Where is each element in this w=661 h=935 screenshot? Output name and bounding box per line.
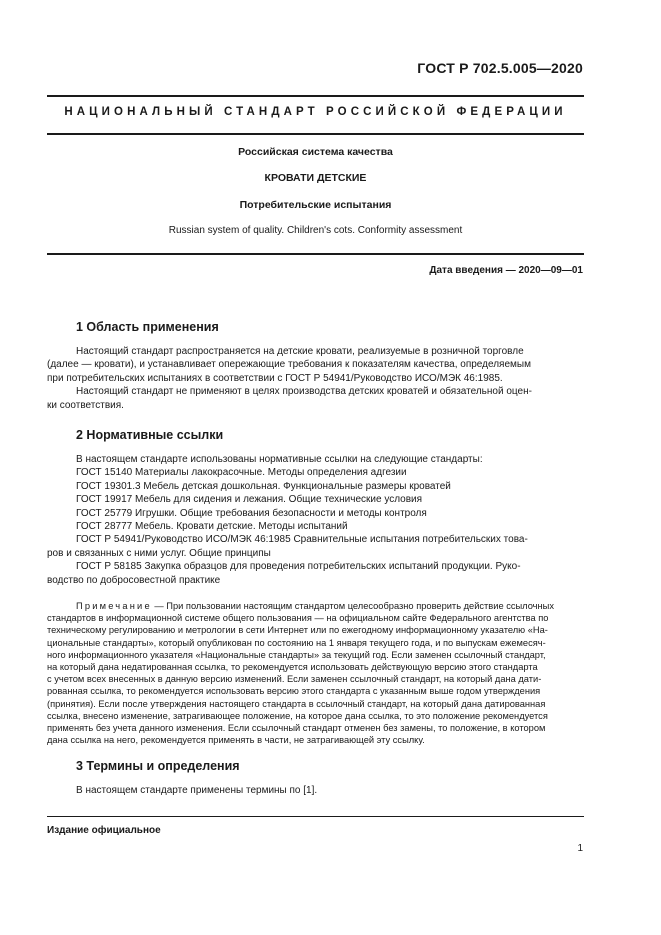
section-1-heading: 1 Область применения <box>76 320 219 334</box>
section-1-line: Настоящий стандарт не применяют в целях производства детских кроватей и обязательной оцен- <box>76 386 532 398</box>
reference-item: ГОСТ 28777 Мебель. Кровати детские. Методы испытаний <box>76 521 348 533</box>
national-standard-banner: НАЦИОНАЛЬНЫЙ СТАНДАРТ РОССИЙСКОЙ ФЕДЕРАЦИИ <box>64 106 567 118</box>
reference-item: ГОСТ 19917 Мебель для сидения и лежания. Общие технические условия <box>76 494 423 506</box>
reference-item: ГОСТ Р 58185 Закупка образцов для проведения потребительских испытаний продукции. Руко- <box>76 561 521 573</box>
section-2-body <box>47 453 584 587</box>
note-line: техническому регулированию и метрологии в сети Интернет или по ежегодному информационному указателю «На- <box>47 625 548 636</box>
reference-item: ГОСТ 15140 Материалы лакокрасочные. Методы определения адгезии <box>76 467 407 479</box>
section-1-line: при потребительских испытаниях в соответствии с ГОСТ Р 54941/Руководство ИСО/МЭК 46:1985. <box>47 372 503 384</box>
reference-intro: В настоящем стандарте использованы нормативные ссылки на следующие стандарты: <box>76 454 483 465</box>
note-line: рованная ссылка, то рекомендуется использовать версию этого стандарта с указанным выше годом утверждения <box>47 686 541 697</box>
section-1-body <box>47 345 584 412</box>
note-line: ного информационного указателя «Национальные стандарты» за текущий год. Если заменен ссылочный стандарт, <box>47 649 546 660</box>
title-rule <box>47 253 584 255</box>
english-title: Russian system of quality. Children's cots. Conformity assessment <box>168 225 463 236</box>
section-3-heading: 3 Термины и определения <box>76 759 240 773</box>
note-line: с учетом всех внесенных в данную версию изменений. Если заменен ссылочный стандарт, на который дана дати- <box>47 674 542 685</box>
reference-item: ГОСТ 19301.3 Мебель детская дошкольная. Функциональные размеры кроватей <box>76 480 451 492</box>
note-label: Примечание <box>76 601 152 611</box>
note-first-text: — При пользовании настоящим стандартом целесообразно проверить действие ссылочных <box>151 601 554 611</box>
standard-subtitle: Потребительские испытания <box>239 199 392 211</box>
footer-rule <box>47 816 584 817</box>
note-line: применять без учета данного изменения. Если ссылочный стандарт отменен без замены, то положение, в котором <box>47 723 546 734</box>
note-line: на который дана недатированная ссылка, то рекомендуется использовать действующую версию этого стандарта <box>47 662 538 673</box>
section-3-line: В настоящем стандарте применены термины по [1]. <box>76 785 318 796</box>
reference-item: ров и связанных с ними услуг. Общие принципы <box>47 547 271 559</box>
introduction-date: Дата введения — 2020—09—01 <box>429 265 583 276</box>
section-3-body <box>47 784 584 797</box>
note-line: дана ссылка на него, рекомендуется применять в части, не затрагивающей эту ссылку. <box>47 735 425 746</box>
document-number: ГОСТ Р 702.5.005—2020 <box>417 60 583 76</box>
section-2-heading: 2 Нормативные ссылки <box>76 428 224 442</box>
standard-title: КРОВАТИ ДЕТСКИЕ <box>264 172 367 184</box>
note-line: стандартов в информационной системе общего пользования — на официальном сайте Федерального агентства по <box>47 613 549 624</box>
reference-note <box>47 600 584 746</box>
reference-item: водство по добросовестной практике <box>47 574 221 586</box>
reference-item: ГОСТ Р 54941/Руководство ИСО/МЭК 46:1985 Сравнительные испытания потребительских това- <box>76 534 528 546</box>
page-number: 1 <box>577 843 583 854</box>
note-line: ссылка, внесено изменение, затрагивающее положение, на которое дана ссылка, то это положение рекомендуется <box>47 710 548 721</box>
section-1-line: Настоящий стандарт распространяется на детские кровати, реализуемые в розничной торговле <box>76 346 524 357</box>
reference-item: ГОСТ 25779 Игрушки. Общие требования безопасности и методы контроля <box>76 507 427 519</box>
note-line: циональные стандарты», который опубликован по состоянию на 1 января текущего года, и по выпускам ежемесяч- <box>47 637 546 648</box>
note-first-line <box>47 600 584 612</box>
official-edition-label: Издание официальное <box>47 825 161 836</box>
quality-system-title: Российская система качества <box>238 146 393 158</box>
section-1-line: (далее — кровати), и устанавливает опережающие требования к показателям качества, определяемым <box>47 359 531 371</box>
banner-rule <box>47 133 584 135</box>
section-1-line: ки соответствия. <box>47 399 124 411</box>
note-line: (принятия). Если после утверждения настоящего стандарта в ссылочный стандарт, на который дана датированная <box>47 698 546 709</box>
top-rule <box>47 95 584 97</box>
